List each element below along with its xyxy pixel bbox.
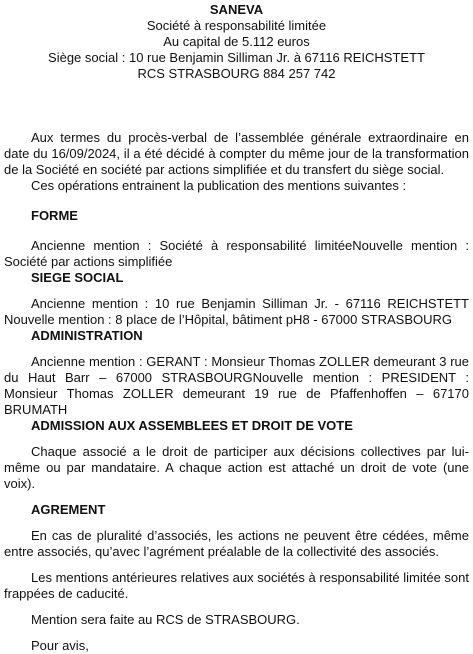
registered-office: Siège social : 10 rue Benjamin Silliman Jr. à 67116 REICHSTETT — [48, 50, 425, 65]
closing-mentions: Les mentions antérieures relatives aux sociétés à responsabilité limitée sont frappées de caducité. — [4, 570, 469, 601]
section-text-administration: Ancienne mention : GERANT : Monsieur Thomas ZOLLER demeurant 3 rue du Haut Barr – 67000 STRASBOURGNouvelle mention : PRESIDENT : Monsieur Thomas ZOLLER demeurant 19 rue de Pfaffenhoffen – 67170 BRUMATH — [4, 354, 469, 417]
rcs-number: RCS STRASBOURG 884 257 742 — [137, 66, 336, 81]
section-text-admission: Chaque associé a le droit de participer aux décisions collectives par lui-même ou par mandataire. A chaque action est attaché un droit de vote (une voix). — [4, 444, 469, 491]
publication-line: Ces opérations entrainent la publication des mentions suivantes : — [31, 178, 407, 193]
section-title-agrement: AGREMENT — [31, 502, 106, 517]
section-title-forme: FORME — [31, 208, 78, 223]
legal-form: Société à responsabilité limitée — [146, 18, 327, 33]
section-text-forme: Ancienne mention : Société à responsabilité limitéeNouvelle mention : Société par actions simplifiée — [4, 238, 469, 269]
section-title-admission: ADMISSION AUX ASSEMBLEES ET DROIT DE VOTE — [31, 418, 353, 433]
rcs-mention: Mention sera faite au RCS de STRASBOURG. — [31, 612, 300, 627]
section-title-siege: SIEGE SOCIAL — [31, 270, 124, 285]
section-title-administration: ADMINISTRATION — [31, 328, 143, 343]
section-text-agrement: En cas de pluralité d’associés, les actions ne peuvent être cédées, même entre associés, qu’avec l’agrément préalable de la collectivité des associés. — [4, 528, 469, 559]
section-text-siege: Ancienne mention : 10 rue Benjamin Silliman Jr. - 67116 REICHSTETT Nouvelle mention : 8 place de l’Hôpital, bâtiment pH8 - 67000 STRASBOURG — [4, 296, 469, 327]
intro-paragraph: Aux termes du procès-verbal de l’assemblée générale extraordinaire en date du 16/09/2024, il a été décidé à compter du même jour de la transformation de la Société en société par actions simplifiée et du transfert du siège social. — [4, 130, 469, 177]
signoff: Pour avis, — [31, 638, 89, 653]
capital: Au capital de 5.112 euros — [163, 34, 310, 49]
company-name: SANEVA — [209, 2, 264, 17]
